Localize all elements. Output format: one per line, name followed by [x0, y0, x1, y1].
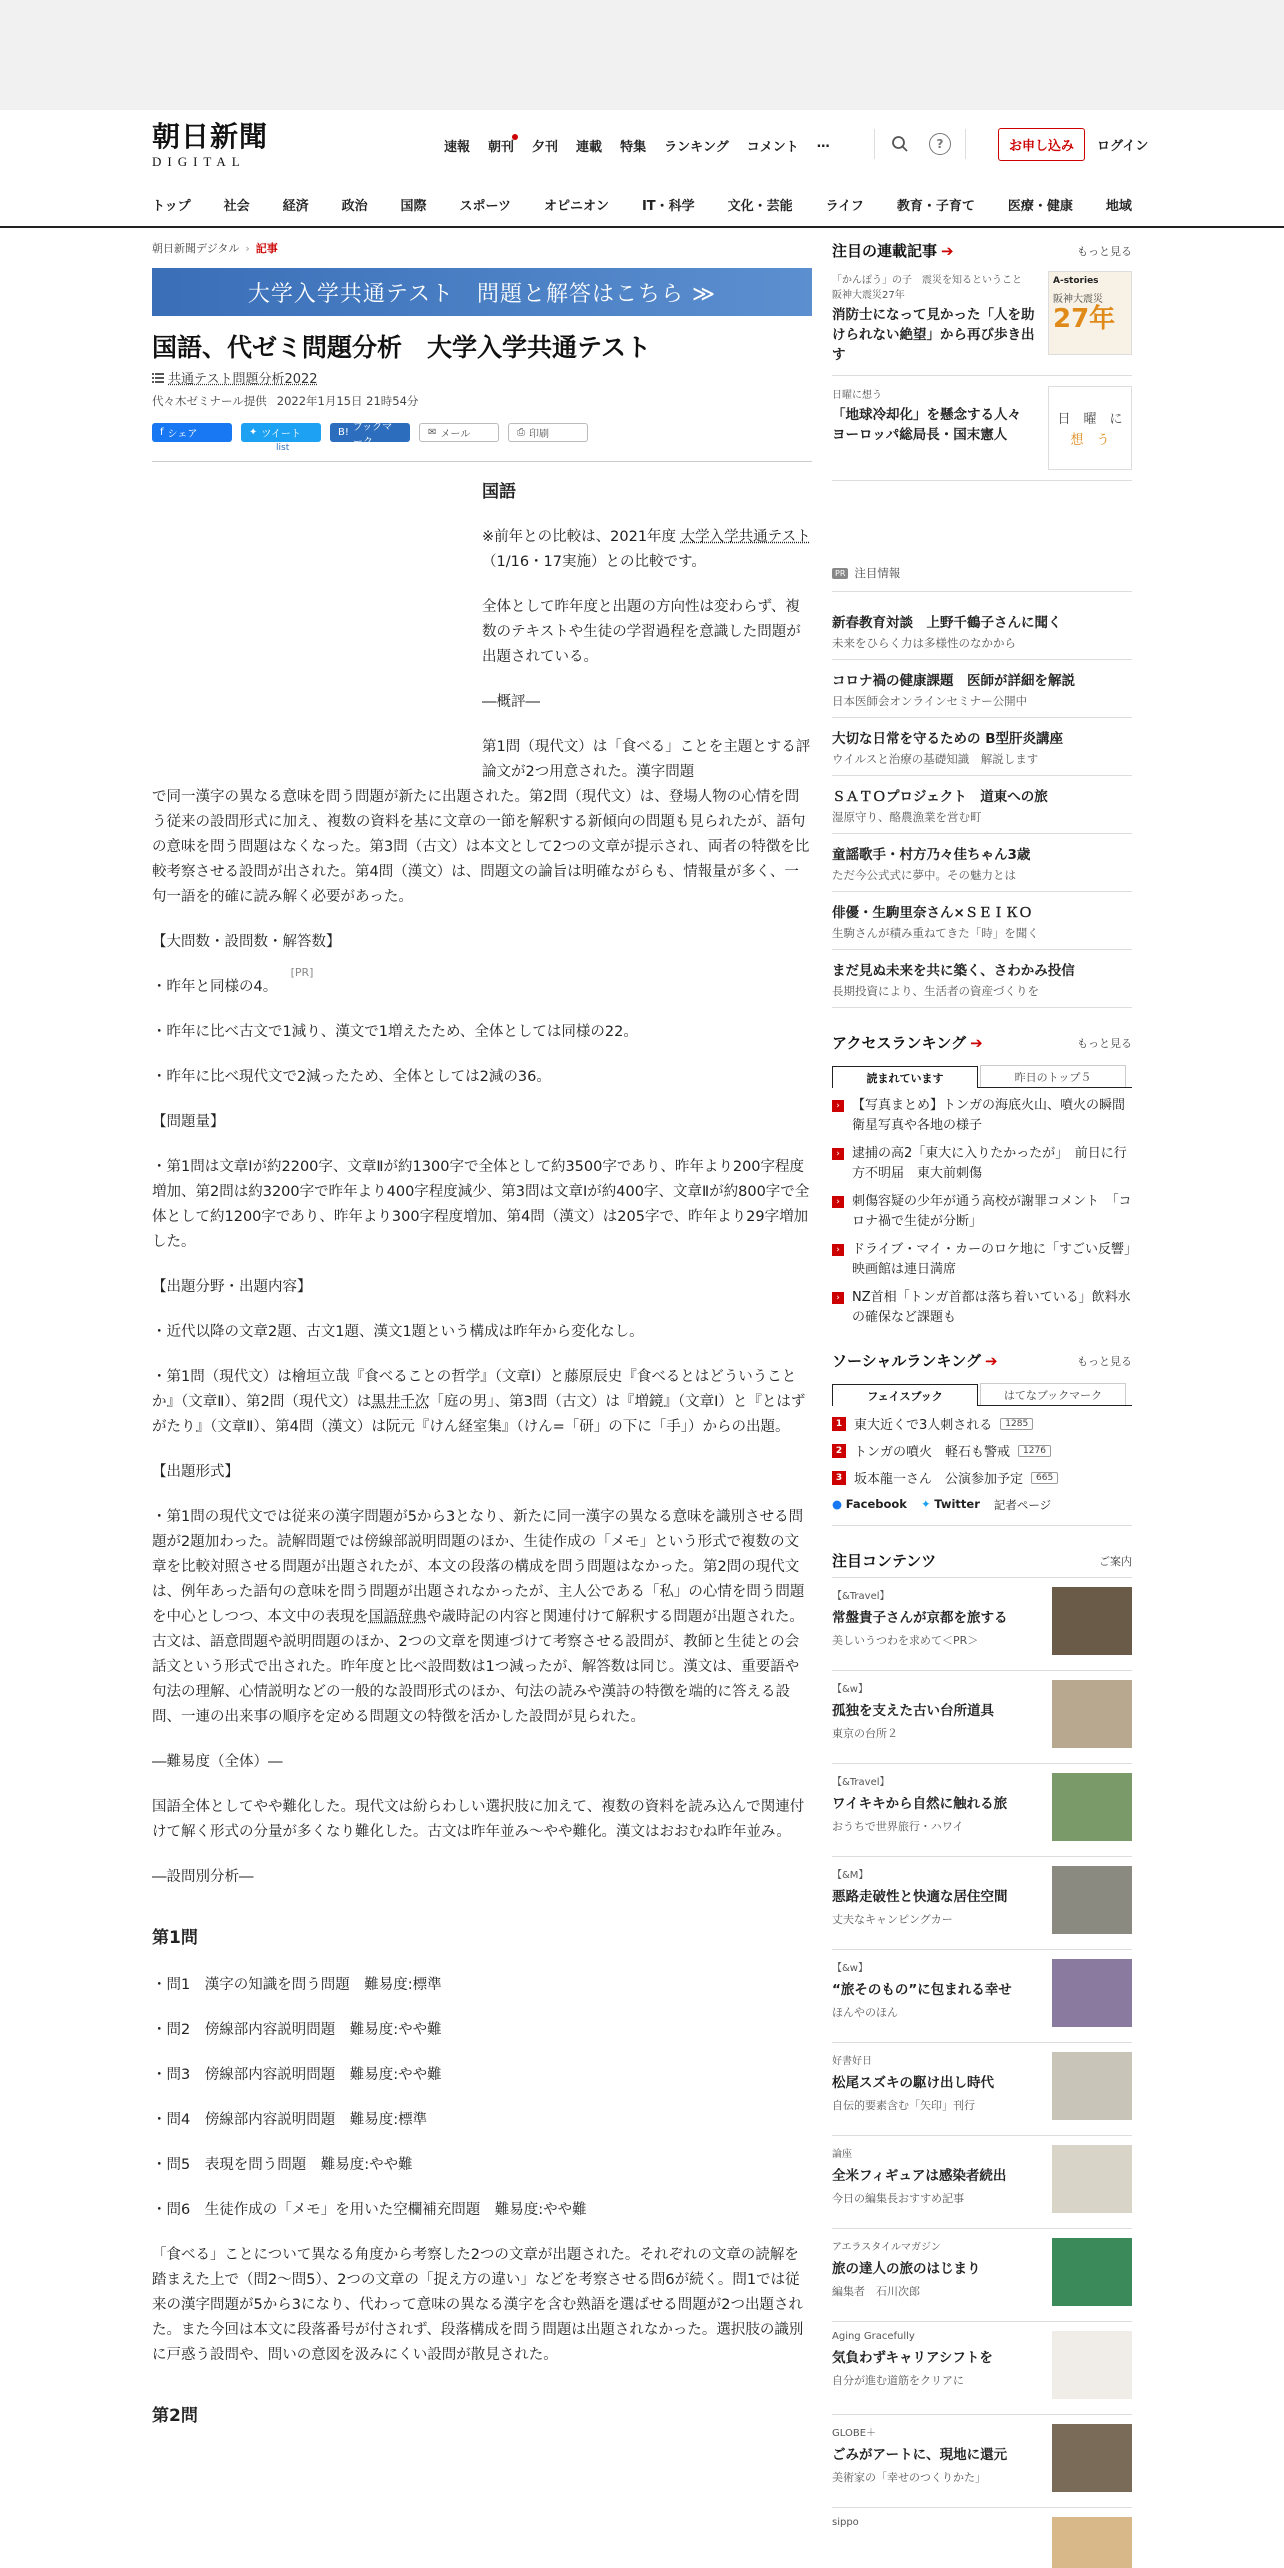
- notice-item[interactable]: [832, 660, 1132, 718]
- featured-text: [832, 271, 1037, 365]
- content-image: [1052, 2331, 1132, 2399]
- featured-headline: 「地球冷却化」を懸念する人々 ヨーロッパ総局長・国末憲人: [832, 407, 1035, 443]
- top-ad-band: [0, 0, 1284, 110]
- count-item-3: ・昨年に比べ現代文で2減ったため、全体としては2減の36。: [152, 1069, 551, 1085]
- thumb-brand: A-stories: [1053, 276, 1099, 286]
- content-image: [1052, 2517, 1132, 2568]
- section-heading: 国語: [482, 482, 516, 502]
- thumb-sub: 阪神大震災: [1053, 294, 1103, 305]
- site-header: [0, 110, 1284, 228]
- cat-life[interactable]: ライフ: [825, 199, 864, 214]
- cat-opinion[interactable]: オピニオン: [543, 199, 609, 214]
- paragraph-gaihyo-label: ―概評―: [482, 694, 540, 710]
- hatena-label: ブックマーク: [352, 421, 393, 448]
- featured-title: 注目の連載記事: [832, 242, 938, 260]
- nav-yukan[interactable]: 夕刊: [532, 140, 559, 155]
- content-text: [832, 1866, 1037, 1940]
- content-card[interactable]: [832, 2322, 1132, 2415]
- content-text: [832, 2052, 1037, 2126]
- contents-header: [832, 1550, 1132, 1578]
- series-label: 共通テスト問題分析2022: [168, 372, 318, 387]
- content-card[interactable]: [832, 2229, 1132, 2322]
- ranking-item[interactable]: [832, 1096, 1139, 1136]
- tab-hatena[interactable]: はてなブックマーク: [980, 1383, 1126, 1405]
- content-headline: 常盤貴子さんが京都を旅する: [832, 1610, 1008, 1626]
- cat-it-science[interactable]: IT・科学: [641, 199, 695, 214]
- content-sub: おうちで世界旅行・ハワイ: [832, 1820, 964, 1833]
- q1-item: ・問2 傍線部内容説明問題 難易度:やや難: [152, 2022, 442, 2038]
- notice-headline: コロナ禍の健康課題 医師が詳細を解説: [832, 673, 1075, 689]
- hatena-icon: B!: [338, 427, 349, 438]
- share-count: 1285: [1000, 1418, 1033, 1430]
- notice-item[interactable]: [832, 950, 1132, 1008]
- paragraph-field-1: ・近代以降の文章2題、古文1題、漢文1題という構成は昨年から変化なし。: [152, 1324, 644, 1340]
- social-ranking-title: ソーシャルランキング: [832, 1352, 981, 1370]
- sns-links: [832, 1497, 1132, 1526]
- mail-share-button[interactable]: [419, 423, 499, 442]
- breadcrumb-home[interactable]: 朝日新聞デジタル: [152, 242, 240, 255]
- facebook-link[interactable]: [832, 1497, 907, 1513]
- featured-text: [832, 386, 1037, 470]
- twitter-icon: ✦: [249, 427, 258, 438]
- social-ranking-header: [832, 1350, 1132, 1371]
- content-image: [1052, 1959, 1132, 2027]
- heading-difficulty: ―難易度（全体）―: [152, 1754, 283, 1770]
- service-nav: [444, 136, 830, 155]
- divider: [152, 461, 812, 462]
- content-sub: 今日の編集長おすすめ記事: [832, 2192, 965, 2205]
- rank-text: トンガの噴火 軽石も警戒: [854, 1445, 1011, 1460]
- paragraph-note: [482, 525, 812, 575]
- hatena-bookmark-button[interactable]: [330, 421, 410, 448]
- tab-yesterday-top5[interactable]: 昨日のトップ５: [980, 1065, 1126, 1087]
- q1-item: ・問1 漢字の知識を問う問題 難易度:標準: [152, 1977, 442, 1993]
- content-text: [832, 2145, 1037, 2219]
- chevron-right-icon: ›: [832, 1148, 844, 1160]
- cat-top[interactable]: トップ: [152, 199, 191, 214]
- logo-text: 朝日新聞: [152, 120, 269, 153]
- social-tabs: [832, 1383, 1132, 1406]
- more-menu-icon[interactable]: …: [816, 136, 830, 151]
- heading-count: 【大問数・設問数・解答数】: [152, 934, 341, 950]
- form-text: ・第1問の現代文では従来の漢字問題が5から3となり、新たに同一漢字の異なる意味を識別させる問題が2題加わった。読解問題では傍線部説明問題のほか、生徒作成の「メモ」という形式で複数の文章を比較対照させる問題が出題されたが、本文の段落の構成を問う問題はなかった。第2問の現代文は、例年あった語句の意味を問う問題が出題されなかったが、主人公である「私」の心情を問う問題を中心としつつ、本文中の表現を: [152, 1509, 805, 1625]
- new-dot-icon: [512, 134, 518, 140]
- notice-item[interactable]: [832, 776, 1132, 834]
- content-headline: 悪路走破性と快適な居住空間: [832, 1889, 1008, 1905]
- facebook-icon: f: [160, 427, 164, 438]
- content-headline: 全米フィギュアは感染者続出: [832, 2168, 1007, 2184]
- byline: [152, 393, 812, 409]
- twitter-count[interactable]: list: [276, 443, 290, 453]
- notice-sub: ウイルスと治療の基礎知識 解説します: [832, 752, 1039, 766]
- access-ranking-title: アクセスランキング: [832, 1034, 967, 1052]
- ranking-item[interactable]: [832, 1240, 1144, 1280]
- content-kicker: sippo: [832, 2517, 859, 2528]
- breadcrumb-current: 記事: [255, 242, 278, 255]
- notice-headline: ＳＡＴＯプロジェクト 道東への旅: [832, 789, 1048, 805]
- notice-headline: 新春教育対談 上野千鶴子さんに聞く: [832, 615, 1062, 631]
- list-icon: [152, 372, 164, 384]
- content-sub: 自分が進む道筋をクリアに: [832, 2374, 964, 2387]
- help-icon[interactable]: ?: [929, 133, 951, 155]
- heading-volume: 【問題量】: [152, 1114, 225, 1130]
- note-text-2: （1/16・17実施）との比較です。: [482, 554, 706, 570]
- twitter-share-button[interactable]: [241, 423, 321, 442]
- content-sub: 丈夫なキャンピングカー: [832, 1913, 953, 1926]
- exam-banner[interactable]: 大学入学共通テスト 問題と解答はこちら ≫: [152, 268, 812, 316]
- provider: 代々木ゼミナール提供: [152, 394, 267, 408]
- cat-culture[interactable]: 文化・芸能: [727, 199, 793, 214]
- notice-sub: ただ今公式式に夢中。その魅力とは: [832, 868, 1016, 882]
- share-count: 665: [1031, 1472, 1058, 1484]
- content-sub: 美しいうつわを求めて＜PR＞: [832, 1634, 979, 1647]
- content-text: [832, 1680, 1037, 1754]
- mail-label: メール: [440, 429, 471, 440]
- notice-headline: 俳優・生駒里奈さん×ＳＥＩＫＯ: [832, 905, 1033, 921]
- content-image: [1052, 2052, 1132, 2120]
- arrow-right-icon: ➔: [984, 1352, 998, 1370]
- content-image: [1052, 1866, 1132, 1934]
- q1-body: 「食べる」ことについて異なる角度から考察した2つの文章が出題された。それぞれの文章の読解を踏まえた上で（問2～問5）、2つの文章の「捉え方の違い」などを考察させる問6が続く。問1では従来の漢字問題が5から3になり、代わって意味の異なる漢字を含む熟語を選ばせる問題が2つ出題された。また今回は本文に段落番号が付されず、段落構成を問う問題は出題されなかった。選択肢の識別に戸惑う設問や、問いの意図を汲みにくい設問が散見された。: [152, 2247, 804, 2363]
- cat-economy[interactable]: 経済: [282, 199, 309, 214]
- nav-tokushu[interactable]: 特集: [620, 140, 647, 155]
- share-count: 1276: [1018, 1445, 1051, 1457]
- tab-facebook[interactable]: フェイスブック: [832, 1384, 978, 1406]
- site-logo[interactable]: [152, 122, 282, 172]
- content-text: [832, 2517, 1037, 2568]
- featured-kicker: 「かんぽう」の子 震災を知るということ 阪神大震災27年: [832, 275, 1032, 301]
- article-column: [152, 240, 812, 2451]
- category-nav: [152, 195, 1132, 214]
- featured-more-link[interactable]: もっと見る: [1077, 244, 1132, 258]
- cat-sports[interactable]: スポーツ: [459, 199, 512, 214]
- facebook-share-button[interactable]: [152, 423, 232, 442]
- mail-icon: ✉: [428, 427, 437, 438]
- ranking-text: 逮捕の高2「東大に入りたかったが」 前日に行方不明届 東大前刺傷: [852, 1146, 1127, 1181]
- content-kicker: 好書好日: [832, 2056, 872, 2067]
- notice-sub: 生駒さんが積み重ねてきた「時」を聞く: [832, 926, 1039, 940]
- notice-item[interactable]: [832, 602, 1132, 660]
- print-icon: ⎙: [517, 427, 525, 438]
- featured-thumbnail: [1048, 386, 1132, 470]
- content-kicker: 【&Travel】: [832, 1591, 890, 1602]
- notice-headline: 童謡歌手・村方乃々佳ちゃん3歳: [832, 847, 1031, 863]
- social-rank-item[interactable]: [832, 1468, 1132, 1487]
- rank-number: 3: [832, 1471, 846, 1485]
- paragraph-overview: 全体として昨年度と出題の方向性は変わらず、複数のテキストや生徒の学習過程を意識した問題が出題されている。: [482, 599, 801, 665]
- q1-item: ・問6 生徒作成の「メモ」を用いた空欄補充問題 難易度:やや難: [152, 2202, 587, 2218]
- dictionary-link[interactable]: 国語辞典: [368, 1609, 427, 1625]
- contents-guide-link[interactable]: ご案内: [1099, 1554, 1132, 1568]
- content-image: [1052, 2145, 1132, 2213]
- content-kicker: 論座: [832, 2149, 852, 2160]
- twitter-icon: ✦: [920, 1497, 931, 1511]
- thumb-line-2: 想 う: [1070, 433, 1110, 448]
- facebook-icon: ●: [832, 1497, 843, 1511]
- field-text-2: 「庭の男」、第3問（古文）は『増鏡』（文章Ⅰ）と『とはずがたり』（文章Ⅱ）、第4問（漢文）は阮元『けん経室集』（けん=「研」の下に「手」）からの出題。: [152, 1394, 806, 1435]
- arrow-right-icon: ➔: [970, 1034, 983, 1052]
- ranking-text: NZ首相「トンガ首都は落ち着いている」飲料水の確保など課題も: [852, 1290, 1131, 1325]
- access-more-link[interactable]: もっと見る: [1077, 1036, 1132, 1050]
- tab-most-read[interactable]: 読まれています: [832, 1066, 978, 1088]
- ad-label: [PR]: [290, 966, 314, 979]
- rank-text: 東大近くで3人刺される: [854, 1418, 993, 1433]
- thumb-line-1: 日 曜 に: [1057, 412, 1123, 427]
- divider: [832, 591, 1132, 592]
- paragraph-form: [152, 1505, 812, 1730]
- content-card[interactable]: [832, 2508, 1132, 2568]
- notice-sub: 日本医師会オンラインセミナー公開中: [832, 694, 1028, 708]
- social-rank-item[interactable]: [832, 1441, 1132, 1460]
- heading-form: 【出題形式】: [152, 1464, 239, 1480]
- content-kicker: Aging Gracefully: [832, 2331, 915, 2342]
- content-text: [832, 1587, 1037, 1661]
- notice-title: 注目情報: [854, 566, 901, 580]
- article-title: 国語、代ゼミ問題分析 大学入学共通テスト: [152, 333, 652, 362]
- ranking-item[interactable]: [832, 1288, 1132, 1328]
- print-label: 印刷: [529, 429, 549, 440]
- ranking-item[interactable]: [832, 1192, 1132, 1232]
- q1-item: ・問4 傍線部内容説明問題 難易度:標準: [152, 2112, 428, 2128]
- cat-local[interactable]: 地域: [1105, 199, 1132, 214]
- content-headline: 松尾スズキの駆け出し時代: [832, 2075, 994, 2091]
- nav-choukan-label: 朝刊: [488, 140, 515, 155]
- ranking-text: 【写真まとめ】トンガの海底火山、噴火の瞬間 衛星写真や各地の様子: [852, 1098, 1139, 1133]
- pr-badge: PR: [832, 568, 848, 579]
- ad-slot[interactable]: [152, 960, 452, 1020]
- content-sub: 東京の台所２: [832, 1727, 898, 1740]
- content-card[interactable]: [832, 2136, 1132, 2229]
- featured-item[interactable]: [832, 261, 1132, 376]
- facebook-link-label: Facebook: [845, 1497, 907, 1511]
- content-sub: ほんやのほん: [832, 2006, 898, 2019]
- share-counts: [152, 443, 812, 455]
- content-headline: ごみがアートに、現地に還元: [832, 2447, 1008, 2463]
- content-kicker: 【&w】: [832, 1684, 868, 1695]
- notice-sub: 長期投資により、生活者の資産づくりを: [832, 984, 1039, 998]
- chevron-right-icon: ›: [245, 242, 250, 255]
- rank-text: 坂本龍一さん 公演参加予定: [854, 1472, 1024, 1487]
- content-card[interactable]: [832, 1578, 1132, 1671]
- publish-date: 2022年1月15日 21時54分: [276, 394, 419, 408]
- notice-sub: 未来をひらく力は多様性のなかから: [832, 636, 1016, 650]
- featured-item[interactable]: [832, 376, 1132, 481]
- breadcrumb: [152, 240, 812, 256]
- rank-number: 1: [832, 1417, 846, 1431]
- count-item-2: ・昨年に比べ古文で1減り、漢文で1増えたため、全体としては同様の22。: [152, 1024, 638, 1040]
- content-kicker: 【&Travel】: [832, 1777, 890, 1788]
- twitter-link[interactable]: [921, 1497, 980, 1513]
- paragraph-volume: ・第1問は文章Ⅰが約2200字、文章Ⅱが約1300字で全体として約3500字であり、昨年より200字程度増加、第2問は約3200字で昨年より400字程度減少、第3問は文章Ⅰが約400字、文章Ⅱが約800字で全体として約1200字であり、昨年より300字程度増加、第4問（漢文）は205字で、昨年より29字増加した。: [152, 1159, 810, 1250]
- q1-item: ・問3 傍線部内容説明問題 難易度:やや難: [152, 2067, 442, 2083]
- login-link[interactable]: ログイン: [1097, 138, 1149, 154]
- notice-header: [832, 565, 1132, 581]
- cat-education[interactable]: 教育・子育て: [896, 199, 975, 214]
- content-card[interactable]: [832, 1671, 1132, 1764]
- social-more-link[interactable]: もっと見る: [1077, 1354, 1132, 1368]
- featured-header: [832, 240, 1132, 261]
- featured-thumbnail: [1048, 271, 1132, 355]
- social-rank-item[interactable]: [832, 1414, 1132, 1433]
- heading-setsumon: ―設問別分析―: [152, 1869, 254, 1885]
- cat-health[interactable]: 医療・健康: [1007, 199, 1073, 214]
- paragraph-field-2: [152, 1365, 812, 1440]
- author-link[interactable]: 黒井千次: [371, 1394, 430, 1410]
- reporter-page-link[interactable]: 記者ページ: [993, 1498, 1052, 1512]
- content-headline: “旅そのもの”に包まれる幸せ: [832, 1982, 1012, 1998]
- content-sub: 美術家の「幸せのつくりかた」: [832, 2471, 986, 2484]
- notice-list: [832, 602, 1132, 1008]
- contents-list: [832, 1578, 1132, 2568]
- chevron-right-icon: ›: [832, 1292, 844, 1304]
- sidebar: [832, 240, 1144, 2568]
- chevron-right-icon: ›: [832, 1100, 844, 1112]
- content-card[interactable]: [832, 2043, 1132, 2136]
- cat-society[interactable]: 社会: [223, 199, 250, 214]
- content-kicker: 【&w】: [832, 1963, 868, 1974]
- content-kicker: GLOBE＋: [832, 2428, 877, 2439]
- access-ranking-header: [832, 1032, 1132, 1053]
- access-tabs: [832, 1065, 1132, 1088]
- content-card[interactable]: [832, 1857, 1132, 1950]
- content-text: [832, 2238, 1037, 2312]
- notice-headline: まだ見ぬ未来を共に築く、さわかみ投信: [832, 963, 1075, 979]
- content-headline: 気負わずキャリアシフトを: [832, 2350, 993, 2366]
- content-text: [832, 1773, 1037, 1847]
- cat-international[interactable]: 国際: [400, 199, 427, 214]
- header-tools: [860, 128, 1148, 160]
- nav-rensai[interactable]: 連載: [576, 140, 603, 155]
- logo-subtext: DIGITAL: [152, 154, 246, 169]
- apply-button[interactable]: お申し込み: [998, 128, 1085, 161]
- thumb-years: 27年: [1053, 304, 1116, 334]
- content-headline: 旅の達人の旅のはじまり: [832, 2261, 981, 2277]
- ranking-text: 刺傷容疑の少年が通う高校が謝罪コメント 「コロナ禍で生徒が分断」: [852, 1194, 1132, 1229]
- contents-title: 注目コンテンツ: [832, 1552, 937, 1570]
- notice-item[interactable]: [832, 718, 1132, 776]
- content-image: [1052, 1680, 1132, 1748]
- content-image: [1052, 2238, 1132, 2306]
- nav-choukan[interactable]: [488, 136, 514, 155]
- content-image: [1052, 1773, 1132, 1841]
- print-button[interactable]: [508, 423, 588, 442]
- note-text: ※前年との比較は、2021年度: [482, 529, 677, 545]
- q1-item: ・問5 表現を問う問題 難易度:やや難: [152, 2157, 413, 2173]
- paragraph-gaihyo-1: 第1問（現代文）は「食べる」ことを主題とする評論文が2つ用意された。漢字問題: [482, 739, 811, 780]
- content-headline: ワイキキから自然に触れる旅: [832, 1796, 1008, 1812]
- nav-sokuho[interactable]: 速報: [444, 140, 471, 155]
- nav-comment[interactable]: コメント: [746, 140, 799, 155]
- content-text: [832, 2424, 1037, 2498]
- chevron-right-icon: ›: [832, 1196, 844, 1208]
- arrow-right-icon: ➔: [941, 242, 954, 260]
- content-kicker: 【&M】: [832, 1870, 869, 1881]
- exam-link[interactable]: 大学入学共通テスト: [680, 529, 811, 545]
- paragraph-difficulty: 国語全体としてやや難化した。現代文は紛らわしい選択肢に加えて、複数の資料を読み込んで関連付けて解く形式の分量が多くなり難化した。古文は昨年並み～やや難化。漢文はおおむね昨年並み。: [152, 1799, 805, 1840]
- ranking-item[interactable]: [832, 1144, 1132, 1184]
- divider: [874, 129, 875, 159]
- cat-politics[interactable]: 政治: [341, 199, 368, 214]
- chevron-right-icon: ›: [832, 1244, 844, 1256]
- divider: [965, 129, 966, 159]
- field-text: ・第1問（現代文）は檜垣立哉『食べることの哲学』（文章Ⅰ）と藤原辰史『食べるとはどういうことか』（文章Ⅱ）、第2問（現代文）は: [152, 1369, 797, 1410]
- notice-sub: 湿原守り、酪農漁業を営む町: [832, 810, 982, 824]
- content-image: [1052, 2424, 1132, 2492]
- content-card[interactable]: [832, 2415, 1132, 2508]
- notice-item[interactable]: [832, 892, 1132, 950]
- heading-field: 【出題分野・出題内容】: [152, 1279, 312, 1295]
- content-text: [832, 1959, 1037, 2033]
- series-link[interactable]: [152, 368, 812, 387]
- content-sub: 編集者 石川次郎: [832, 2285, 920, 2298]
- search-icon[interactable]: [889, 133, 911, 155]
- facebook-share-label: シェア: [167, 429, 198, 440]
- q2-heading: 第2問: [152, 2406, 198, 2426]
- content-image: [1052, 1587, 1132, 1655]
- content-headline: 孤独を支えた古い台所道具: [832, 1703, 994, 1719]
- featured-kicker: 日曜に想う: [832, 390, 882, 401]
- featured-headline: 消防士になって見かった「人を助けられない絶望」から再び歩き出す: [832, 307, 1035, 363]
- content-card[interactable]: [832, 1764, 1132, 1857]
- ranking-text: ドライブ・マイ・カーのロケ地に「すごい反響」 映画館は連日満席: [852, 1242, 1144, 1277]
- rank-number: 2: [832, 1444, 846, 1458]
- count-item-1: ・昨年と同様の4。: [152, 979, 278, 995]
- paragraph-gaihyo-2: で同一漢字の異なる意味を問う問題が新たに出題された。第2問（現代文）は、登場人物の心情を問う従来の設問形式に加え、複数の資料を基に文章の一節を解釈する新傾向の問題も見られたが、語句の意味を問う問題はなくなった。第3問（古文）は本文として2つの文章が提示され、両者の特徴を比較考察させる設問が出された。第4問（漢文）は、問題文の論旨は明確ながらも、情報量が多く、一句一語を的確に読み解く必要があった。: [152, 789, 810, 905]
- notice-headline: 大切な日常を守るための B型肝炎講座: [832, 731, 1063, 747]
- content-sub: 自伝的要素含む「矢印」刊行: [832, 2099, 975, 2112]
- twitter-share-label: ツイート: [261, 429, 301, 440]
- q1-heading: 第1問: [152, 1928, 198, 1948]
- article-body: [152, 480, 812, 2429]
- form-text-2: や歳時記の内容と関連付けて解釈する問題が出題された。古文は、語意問題や説明問題のほか、2つの文章を関連づけて考察させる設問が、教師と生徒との会話文という形式で出された。昨年度と比べ設問数は1つ減ったが、解答数は同じ。漢文は、重要語や句法の理解、心情説明などの一般的な設問形式のほか、句法の読みや漢詩の特徴を端的に答える設問、一連の出来事の順序を定める問題文の特徴を活かした設問が見られた。: [152, 1609, 804, 1725]
- content-card[interactable]: [832, 1950, 1132, 2043]
- content-kicker: アエラスタイルマガジン: [832, 2242, 941, 2253]
- twitter-link-label: Twitter: [934, 1497, 980, 1511]
- notice-item[interactable]: [832, 834, 1132, 892]
- nav-ranking[interactable]: ランキング: [664, 140, 729, 155]
- content-text: [832, 2331, 1037, 2405]
